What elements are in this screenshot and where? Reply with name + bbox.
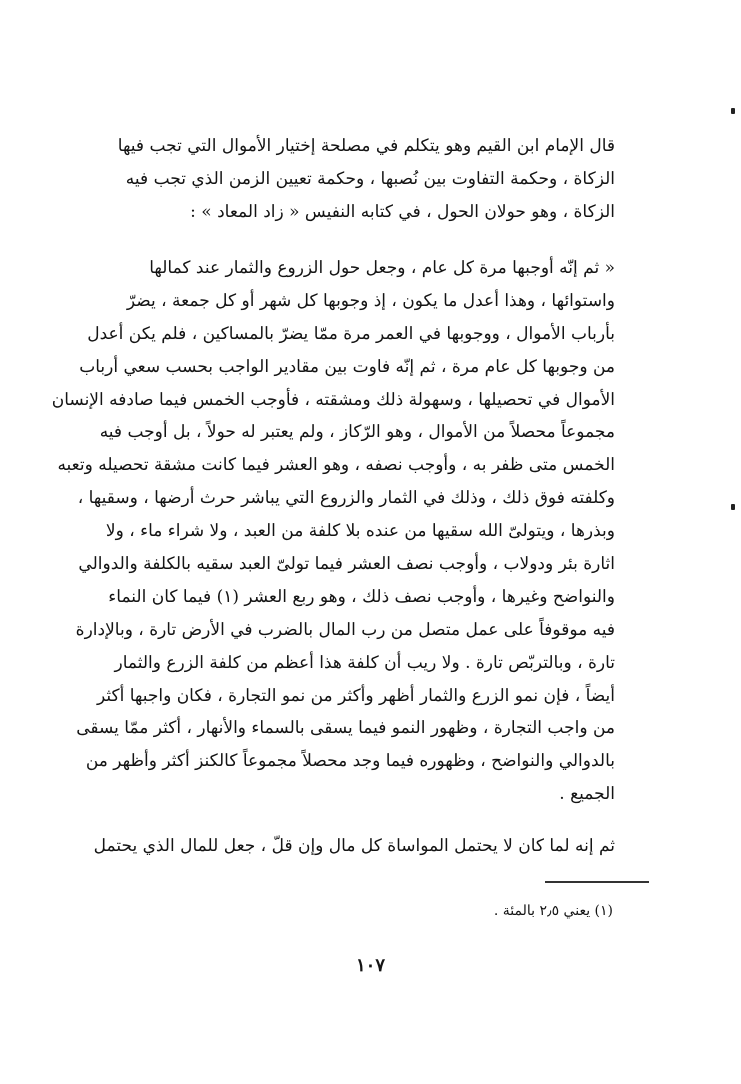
- paragraph-intro: [115, 130, 615, 228]
- text-line: الخمس متى ظفر به ، وأوجب نصفه ، وهو العشر فيما كانت مشقة تحصيله وتعبه: [57, 455, 615, 476]
- text-line: الزكاة ، وحكمة التفاوت بين نُصبها ، وحكمة تعيين الزمن الذي تجب فيه: [125, 168, 615, 189]
- text-line: أيضاً ، فإن نمو الزرع والثمار أظهر وأكثر من نمو التجارة ، فكان واجبها أكثر: [96, 685, 615, 706]
- text-line: والنواضح وغيرها ، وأوجب نصف ذلك ، وهو ربع العشر (١) فيما كان النماء: [108, 586, 615, 607]
- text-line: قال الإمام ابن القيم وهو يتكلم في مصلحة إختيار الأموال التي تجب فيها: [117, 136, 615, 156]
- text-line: مجموعاً محصلاً من الأموال ، وهو الرّكاز ، ولم يعتبر له حولاً ، بل أوجب فيه: [99, 422, 615, 443]
- text-line: ثم إنه لما كان لا يحتمل المواساة كل مال وإن قلّ ، جعل للمال الذي يحتمل: [93, 836, 615, 856]
- footnote-divider: [545, 881, 649, 883]
- text-line: من وجوبها كل عام مرة ، ثم إنّه فاوت بين مقادير الواجب بحسب سعي أرباب: [79, 356, 615, 377]
- paragraph-quotation: [51, 252, 615, 811]
- text-line: بالدوالي والنواضح ، وظهوره فيما وجد محصلاً مجموعاً كالكنز أكثر وأظهر من: [85, 751, 615, 772]
- text-line: بأرباب الأموال ، ووجوبها في العمر مرة ممّا يضرّ بالمساكين ، فلم يكن أعدل: [87, 323, 615, 344]
- text-line: وبذرها ، ويتولىّ الله سقيها من عنده بلا كلفة من العبد ، ولا شراء ماء ، ولا: [105, 521, 615, 542]
- text-line: الأموال في تحصيلها ، وسهولة ذلك ومشقته ، فأوجب الخمس فيما صادفه الإنسان: [51, 389, 615, 410]
- text-line: الزكاة ، وهو حولان الحول ، في كتابه النفيس « زاد المعاد » :: [190, 201, 615, 222]
- text-line: من واجب التجارة ، وظهور النمو فيما يسقى بالسماء والأنهار ، أكثر ممّا يسقى: [76, 718, 615, 739]
- text-line: واستوائها ، وهذا أعدل ما يكون ، إذ وجوبها كل شهر أو كل جمعة ، يضرّ: [126, 290, 615, 311]
- text-line: اثارة بئر ودولاب ، وأوجب نصف العشر فيما تولىّ العبد سقيه بالكلفة والدوالي: [78, 554, 615, 575]
- text-line: الجميع .: [559, 784, 615, 805]
- text-line: تارة ، وبالتربّص تارة . ولا ريب أن كلفة هذا أعظم من كلفة الزرع والثمار: [114, 652, 615, 673]
- paragraph-closing: [93, 830, 615, 863]
- page-edge-mark: [731, 108, 735, 114]
- page-edge-mark: [731, 504, 735, 510]
- text-line: فيه موقوفاً على عمل متصل من رب المال بالضرب في الأرض تارة ، وبالإدارة: [75, 619, 615, 640]
- text-line: وكلفته فوق ذلك ، وذلك في الثمار والزروع التي يباشر حرث أرضها ، وسقيها ،: [77, 488, 615, 509]
- footnote: (١) يعني ٢٫٥ بالمئة .: [493, 903, 613, 919]
- text-line: « ثم إنّه أوجبها مرة كل عام ، وجعل حول الزروع والثمار عند كمالها: [149, 258, 615, 278]
- page-number: ١٠٧: [355, 955, 385, 976]
